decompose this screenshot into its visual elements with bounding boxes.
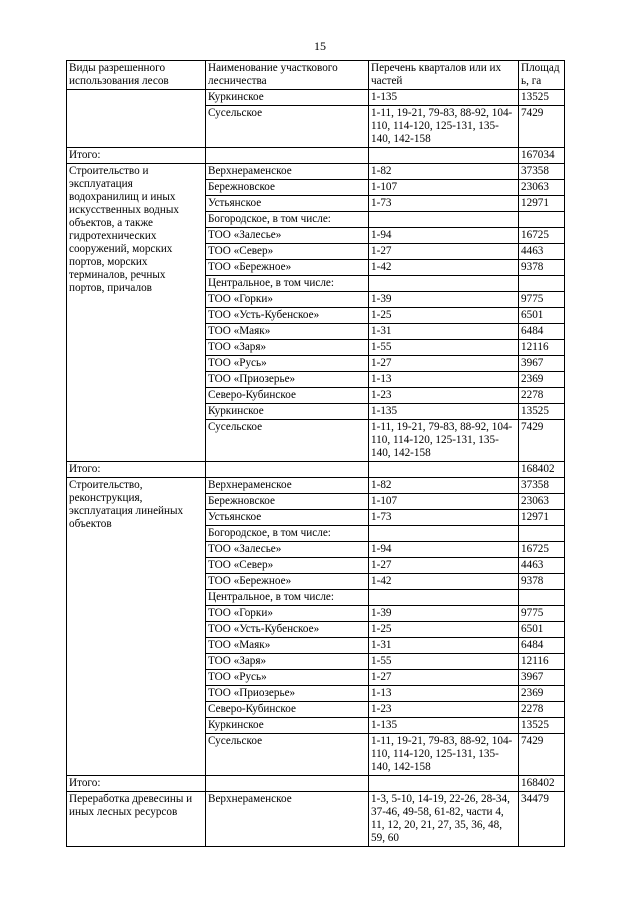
empty-cell <box>369 776 519 792</box>
quarters-cell <box>369 590 519 606</box>
quarters-cell: 1-39 <box>369 292 519 308</box>
quarters-cell: 1-82 <box>369 478 519 494</box>
forestry-name-cell: Верхнераменское <box>206 478 369 494</box>
area-cell: 7429 <box>519 420 565 462</box>
forestry-name-cell: Сусельское <box>206 106 369 148</box>
empty-cell <box>369 462 519 478</box>
forestry-name-cell: ТОО «Залесье» <box>206 228 369 244</box>
quarters-cell: 1-55 <box>369 340 519 356</box>
quarters-cell: 1-42 <box>369 260 519 276</box>
forestry-name-cell: Центральное, в том числе: <box>206 590 369 606</box>
forestry-name-cell: ТОО «Север» <box>206 244 369 260</box>
forestry-name-cell: Богородское, в том числе: <box>206 212 369 228</box>
area-cell: 7429 <box>519 106 565 148</box>
area-cell: 37358 <box>519 164 565 180</box>
area-cell: 3967 <box>519 356 565 372</box>
area-cell: 6484 <box>519 638 565 654</box>
area-cell: 16725 <box>519 228 565 244</box>
area-cell: 12116 <box>519 654 565 670</box>
total-row <box>67 462 565 478</box>
total-label: Итого: <box>67 462 206 478</box>
quarters-cell: 1-135 <box>369 718 519 734</box>
quarters-cell: 1-11, 19-21, 79-83, 88-92, 104-110, 114-120, 125-131, 135-140, 142-158 <box>369 106 519 148</box>
area-cell: 9775 <box>519 292 565 308</box>
use-type-cell: Строительство, реконструкция, эксплуатация линейных объектов <box>67 478 206 776</box>
forestry-name-cell: Северо-Кубинское <box>206 702 369 718</box>
quarters-cell: 1-27 <box>369 558 519 574</box>
area-cell: 13525 <box>519 718 565 734</box>
quarters-cell: 1-82 <box>369 164 519 180</box>
area-cell: 4463 <box>519 558 565 574</box>
forestry-name-cell: ТОО «Русь» <box>206 670 369 686</box>
page-number: 15 <box>314 39 326 53</box>
area-cell: 2278 <box>519 702 565 718</box>
total-label: Итого: <box>67 776 206 792</box>
empty-cell <box>206 148 369 164</box>
table-row <box>67 90 565 106</box>
quarters-cell: 1-27 <box>369 356 519 372</box>
forestry-name-cell: Куркинское <box>206 404 369 420</box>
quarters-cell <box>369 526 519 542</box>
area-cell: 2369 <box>519 372 565 388</box>
quarters-cell: 1-107 <box>369 180 519 196</box>
forestry-name-cell: ТОО «Горки» <box>206 292 369 308</box>
area-cell <box>519 590 565 606</box>
total-row <box>67 776 565 792</box>
quarters-cell: 1-94 <box>369 542 519 558</box>
total-row <box>67 148 565 164</box>
quarters-cell: 1-3, 5-10, 14-19, 22-26, 28-34, 37-46, 49-58, 61-82, части 4, 11, 12, 20, 21, 27, 35, 36, 48, 59, 60 <box>369 792 519 847</box>
quarters-cell <box>369 212 519 228</box>
area-cell: 6484 <box>519 324 565 340</box>
table-row <box>67 792 565 847</box>
header-area: Площадь, га <box>519 61 565 90</box>
forestry-name-cell: Сусельское <box>206 420 369 462</box>
total-area: 168402 <box>519 776 565 792</box>
forestry-name-cell: Устьянское <box>206 510 369 526</box>
forestry-name-cell: Богородское, в том числе: <box>206 526 369 542</box>
area-cell <box>519 212 565 228</box>
table-row <box>67 478 565 494</box>
empty-cell <box>206 462 369 478</box>
forestry-name-cell: Верхнераменское <box>206 164 369 180</box>
forestry-name-cell: Сусельское <box>206 734 369 776</box>
quarters-cell: 1-39 <box>369 606 519 622</box>
empty-cell <box>369 148 519 164</box>
area-cell: 23063 <box>519 494 565 510</box>
area-cell: 9378 <box>519 260 565 276</box>
forestry-name-cell: ТОО «Маяк» <box>206 638 369 654</box>
quarters-cell: 1-27 <box>369 670 519 686</box>
total-area: 168402 <box>519 462 565 478</box>
area-cell: 6501 <box>519 308 565 324</box>
forestry-name-cell: ТОО «Север» <box>206 558 369 574</box>
table-header-row <box>67 61 565 90</box>
quarters-cell: 1-55 <box>369 654 519 670</box>
quarters-cell: 1-73 <box>369 510 519 526</box>
total-label: Итого: <box>67 148 206 164</box>
quarters-cell: 1-25 <box>369 308 519 324</box>
forestry-name-cell: Северо-Кубинское <box>206 388 369 404</box>
forestry-name-cell: Бережновское <box>206 180 369 196</box>
quarters-cell: 1-73 <box>369 196 519 212</box>
table-row <box>67 164 565 180</box>
forestry-name-cell: ТОО «Маяк» <box>206 324 369 340</box>
forestry-name-cell: Куркинское <box>206 718 369 734</box>
quarters-cell: 1-107 <box>369 494 519 510</box>
quarters-cell: 1-23 <box>369 388 519 404</box>
quarters-cell: 1-11, 19-21, 79-83, 88-92, 104-110, 114-120, 125-131, 135-140, 142-158 <box>369 734 519 776</box>
quarters-cell: 1-42 <box>369 574 519 590</box>
use-type-cell <box>67 90 206 148</box>
use-type-cell: Строительство и эксплуатация водохранилищ и иных искусственных водных объектов, а также гидротехнических сооружений, морских портов, морских терминалов, речных портов, причалов <box>67 164 206 462</box>
quarters-cell <box>369 276 519 292</box>
forestry-name-cell: ТОО «Усть-Кубенское» <box>206 622 369 638</box>
forestry-name-cell: ТОО «Горки» <box>206 606 369 622</box>
quarters-cell: 1-13 <box>369 686 519 702</box>
forestry-name-cell: ТОО «Русь» <box>206 356 369 372</box>
forestry-name-cell: Куркинское <box>206 90 369 106</box>
area-cell: 12971 <box>519 196 565 212</box>
area-cell: 4463 <box>519 244 565 260</box>
forestry-name-cell: Верхнераменское <box>206 792 369 847</box>
total-area: 167034 <box>519 148 565 164</box>
area-cell: 13525 <box>519 90 565 106</box>
forestry-name-cell: ТОО «Заря» <box>206 340 369 356</box>
forestry-name-cell: Устьянское <box>206 196 369 212</box>
quarters-cell: 1-135 <box>369 404 519 420</box>
header-forestry: Наименование участкового лесничества <box>206 61 369 90</box>
header-use: Виды разрешенного использования лесов <box>67 61 206 90</box>
area-cell: 37358 <box>519 478 565 494</box>
forestry-name-cell: ТОО «Бережное» <box>206 260 369 276</box>
forestry-name-cell: Центральное, в том числе: <box>206 276 369 292</box>
area-cell: 12116 <box>519 340 565 356</box>
area-cell: 7429 <box>519 734 565 776</box>
area-cell: 2278 <box>519 388 565 404</box>
area-cell <box>519 526 565 542</box>
quarters-cell: 1-25 <box>369 622 519 638</box>
area-cell: 23063 <box>519 180 565 196</box>
forestry-name-cell: ТОО «Залесье» <box>206 542 369 558</box>
area-cell <box>519 276 565 292</box>
quarters-cell: 1-135 <box>369 90 519 106</box>
forestry-name-cell: ТОО «Приозерье» <box>206 686 369 702</box>
use-type-cell: Переработка древесины и иных лесных ресурсов <box>67 792 206 847</box>
area-cell: 9378 <box>519 574 565 590</box>
forestry-name-cell: ТОО «Бережное» <box>206 574 369 590</box>
forestry-name-cell: ТОО «Усть-Кубенское» <box>206 308 369 324</box>
quarters-cell: 1-11, 19-21, 79-83, 88-92, 104-110, 114-120, 125-131, 135-140, 142-158 <box>369 420 519 462</box>
empty-cell <box>206 776 369 792</box>
quarters-cell: 1-94 <box>369 228 519 244</box>
quarters-cell: 1-31 <box>369 638 519 654</box>
area-cell: 2369 <box>519 686 565 702</box>
forest-use-table <box>66 60 565 847</box>
area-cell: 12971 <box>519 510 565 526</box>
area-cell: 6501 <box>519 622 565 638</box>
forestry-name-cell: ТОО «Заря» <box>206 654 369 670</box>
quarters-cell: 1-13 <box>369 372 519 388</box>
quarters-cell: 1-23 <box>369 702 519 718</box>
area-cell: 13525 <box>519 404 565 420</box>
area-cell: 16725 <box>519 542 565 558</box>
quarters-cell: 1-27 <box>369 244 519 260</box>
area-cell: 3967 <box>519 670 565 686</box>
header-quarters: Перечень кварталов или их частей <box>369 61 519 90</box>
quarters-cell: 1-31 <box>369 324 519 340</box>
area-cell: 34479 <box>519 792 565 847</box>
forestry-name-cell: ТОО «Приозерье» <box>206 372 369 388</box>
area-cell: 9775 <box>519 606 565 622</box>
forestry-name-cell: Бережновское <box>206 494 369 510</box>
